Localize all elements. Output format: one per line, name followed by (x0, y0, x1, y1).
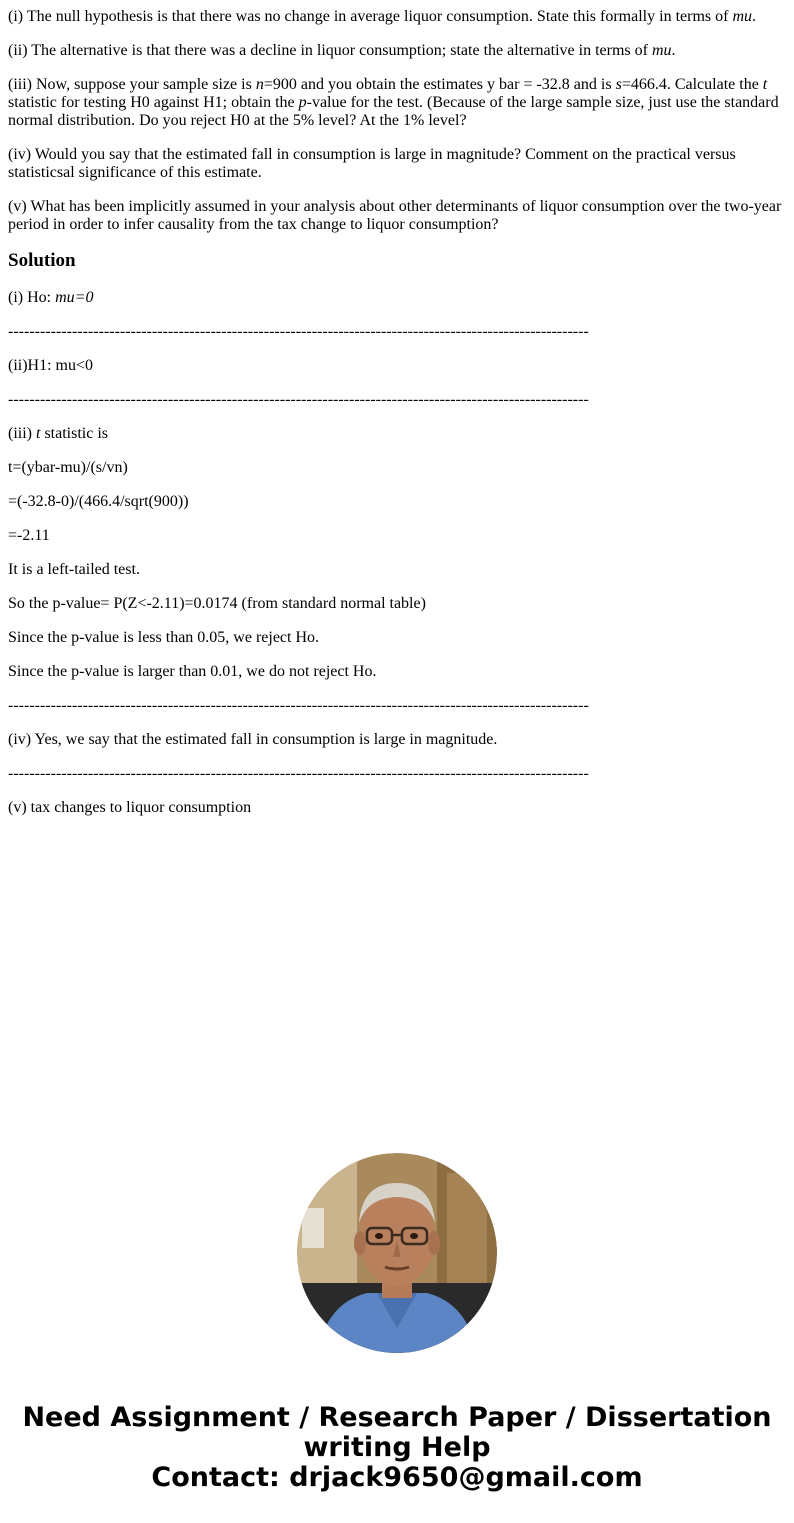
question-4: (iv) Would you say that the estimated fall in consumption is large in magnitude? Comment on the practical versus statisticsal significance of this estimate. (8, 146, 736, 181)
contact-line: Contact: drjack9650@gmail.com (151, 1462, 643, 1493)
reject-5-line: Since the p-value is less than 0.05, we reject Ho. (8, 629, 320, 646)
question-1: (i) The null hypothesis is that there was no change in average liquor consumption. State this formally in terms of mu. (8, 8, 756, 25)
separator: ------------------------------------------------------------------------------------------------------------- (8, 323, 589, 340)
promo-line-2: writing Help (303, 1432, 491, 1463)
formula-line-3: =-2.11 (8, 527, 50, 544)
portrait-image (297, 1153, 497, 1353)
promo-line-1: Need Assignment / Research Paper / Dissertation (22, 1402, 772, 1433)
avatar (297, 1153, 497, 1353)
solution-5: (v) tax changes to liquor consumption (8, 799, 252, 816)
reject-1-line: Since the p-value is larger than 0.01, we do not reject Ho. (8, 663, 377, 680)
separator: ------------------------------------------------------------------------------------------------------------- (8, 697, 589, 714)
solution-1: (i) Ho: mu=0 (8, 289, 94, 306)
promo-footer (0, 1403, 794, 1493)
separator: ------------------------------------------------------------------------------------------------------------- (8, 765, 589, 782)
tail-note: It is a left-tailed test. (8, 561, 140, 578)
p-value-line: So the p-value= P(Z<-2.11)=0.0174 (from standard normal table) (8, 595, 426, 612)
separator: ------------------------------------------------------------------------------------------------------------- (8, 391, 589, 408)
solution-4: (iv) Yes, we say that the estimated fall in consumption is large in magnitude. (8, 731, 498, 748)
question-5: (v) What has been implicitly assumed in your analysis about other determinants of liquor consumption over the two-year period in order to infer causality from the tax change to liquor consumption? (8, 198, 782, 233)
formula-line-2: =(-32.8-0)/(466.4/sqrt(900)) (8, 493, 189, 510)
formula-line-1: t=(ybar-mu)/(s/vn) (8, 459, 128, 476)
question-3: (iii) Now, suppose your sample size is n=900 and you obtain the estimates y bar = -32.8 and is s=466.4. Calculate the t statistic for testing H0 against H1; obtain the p-value for the test. (Because of the large sample size, just use the standard normal distribution. Do you reject H0 at the 5% level? At the 1% level? (8, 76, 779, 129)
solution-2: (ii)H1: mu<0 (8, 357, 94, 374)
question-2: (ii) The alternative is that there was a decline in liquor consumption; state the alternative in terms of mu. (8, 42, 676, 59)
solution-heading: Solution (8, 250, 76, 271)
solution-3: (iii) t statistic is (8, 425, 109, 442)
